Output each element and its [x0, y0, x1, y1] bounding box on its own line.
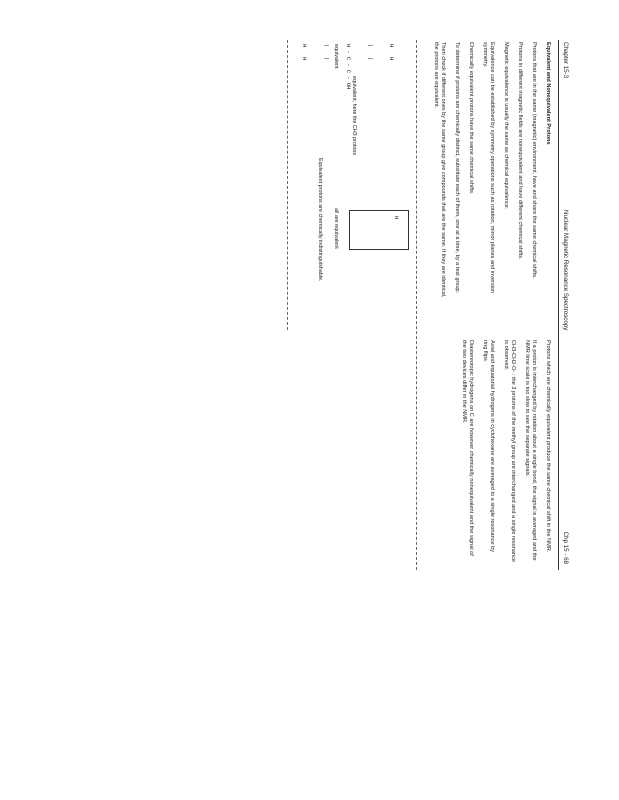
page-header: [557, 40, 575, 570]
right-paragraph: If a proton is interchanged by rotation about a single bond, the signal is averaged and the NMR time scale is too slow to see the separate signals.: [524, 340, 538, 561]
figure-caption: Equivalent protons are chemically indistinguishable.: [317, 158, 323, 282]
structure-line: H H: [300, 44, 307, 61]
right-paragraph: Diastereotopic hydrogens on C are however chemically nonequivalent and the signal of the two devices differ in the NMR.: [461, 340, 475, 556]
left-paragraph: To determine if protons are chemically distinct, substitute each of them, one at a time, by a test group.: [454, 42, 461, 294]
chapter-title: Nuclear Magnetic Resonance Spectroscopy: [562, 210, 569, 331]
structure-line: H H: [388, 44, 395, 61]
ethanol-structure: [285, 44, 409, 89]
right-paragraph: Axial and equatorial hydrogens in cyclohexane are averaged to a single resonance by ring flips.: [482, 340, 496, 553]
left-paragraph: Equivalence can be established by symmetry operations such as rotation, mirror planes and inversion symmetry.: [482, 42, 496, 294]
right-paragraph: Protons which are chemically equivalent produce the same chemical shift in the NMR.: [545, 340, 551, 553]
left-paragraph: Chemically equivalent protons have the same chemical shifts.: [468, 42, 475, 195]
section-divider: [416, 40, 417, 570]
left-column: [425, 42, 551, 302]
right-column: [453, 340, 551, 562]
chapter-label: Chapter 15-3: [562, 42, 569, 79]
section-heading: Equivalent and Nonequivalent Protons: [545, 42, 551, 145]
header-rule: [558, 40, 559, 570]
structure-box: [349, 210, 409, 250]
ethanol-note: equivalent; here the CH3 protons: [351, 76, 357, 156]
right-paragraph: CH3-CH2-O- : the 3 protons of the methyl group are interchanged and a single resonance is observed.: [503, 340, 517, 563]
page-number: Chp 15 - 68: [562, 531, 569, 564]
methylene-note: all are equivalent: [333, 208, 339, 249]
ethanol-label: equivalent: [333, 44, 339, 69]
structure-line: H - C - C - OH: [344, 44, 351, 90]
left-paragraph: Magnetic equivalence is usually the same as chemical equivalence.: [503, 42, 510, 210]
methylene-structure: H: [393, 216, 399, 220]
structure-line: | |: [322, 44, 329, 61]
left-paragraph: Protons that are in the same (magnetic) environment, have and share the same chemical shifts.: [531, 42, 538, 279]
section-divider: [287, 40, 288, 330]
structure-line: | |: [366, 44, 373, 61]
left-paragraph: Then check if different ones by the same group give compounds that are the same. If they are identical, the protons are equivalent.: [433, 42, 447, 298]
left-paragraph: Protons in different magnetic fields are nonequivalent and have different chemical shifts.: [517, 42, 524, 260]
rotated-document-page: [55, 40, 575, 570]
